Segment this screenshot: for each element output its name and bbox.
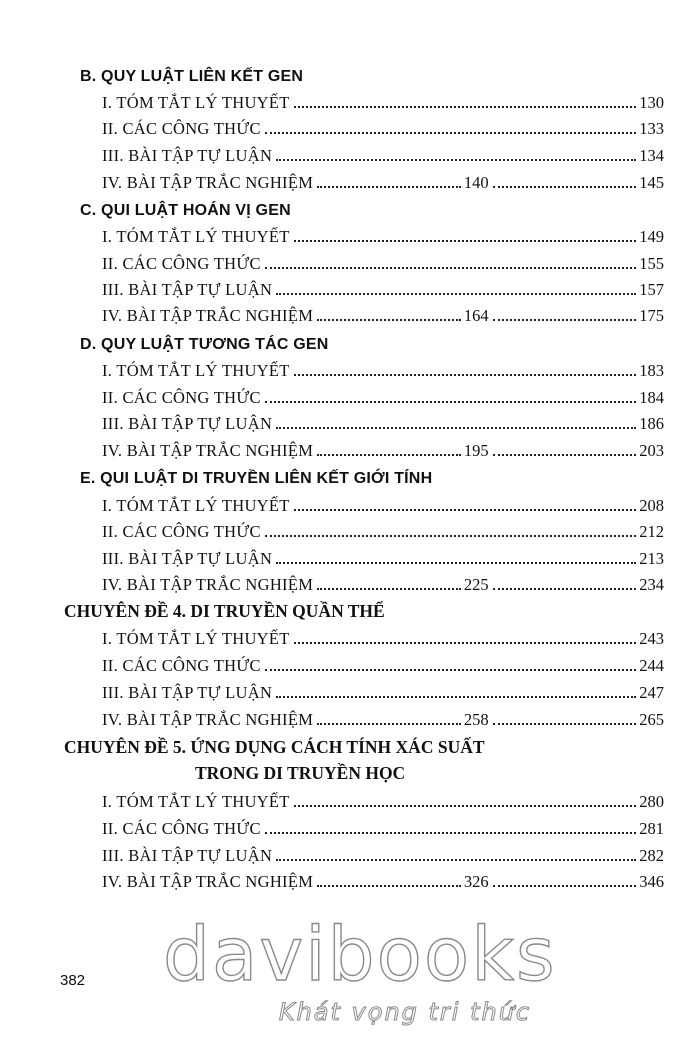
- toc-entry[interactable]: [102, 223, 664, 247]
- chapter-title-5-line2: TRONG DI TRUYỀN HỌC: [195, 763, 406, 783]
- entry-label: IV. BÀI TẬP TRẮC NGHIỆM: [102, 306, 314, 325]
- entry-page: 234: [639, 575, 664, 594]
- dot-leader: [276, 562, 636, 564]
- dot-leader: [265, 267, 636, 269]
- dot-leader: [265, 401, 636, 403]
- entry-label: III. BÀI TẬP TỰ LUẬN: [102, 846, 273, 865]
- entry-label: I. TÓM TẮT LÝ THUYẾT: [102, 93, 290, 112]
- entry-label: IV. BÀI TẬP TRẮC NGHIỆM: [102, 575, 314, 594]
- dot-leader: [294, 106, 637, 108]
- watermark-tagline: Khát vọng tri thức: [278, 998, 532, 1026]
- dot-leader: [294, 240, 637, 242]
- dot-leader: [317, 319, 461, 321]
- dot-leader: [317, 454, 461, 456]
- entry-mid-page: 326: [463, 872, 489, 891]
- dot-leader: [317, 885, 461, 887]
- entry-page: 243: [639, 629, 664, 648]
- dot-leader: [265, 132, 636, 134]
- toc-entry[interactable]: [102, 302, 664, 326]
- toc-entry[interactable]: [102, 276, 664, 300]
- dot-leader: [265, 669, 636, 671]
- entry-label: IV. BÀI TẬP TRẮC NGHIỆM: [102, 710, 314, 729]
- dot-leader: [294, 805, 637, 807]
- toc-entry[interactable]: [102, 788, 664, 812]
- dot-leader: [317, 588, 461, 590]
- entry-page: 175: [639, 306, 664, 325]
- entry-page: 265: [639, 710, 664, 729]
- toc-entry[interactable]: [102, 169, 664, 193]
- chapter-title-5: CHUYÊN ĐỀ 5. ỨNG DỤNG CÁCH TÍNH XÁC SUẤT: [64, 737, 485, 757]
- entry-page: 184: [639, 388, 664, 407]
- entry-page: 149: [639, 227, 664, 246]
- page-number: 382: [60, 972, 86, 989]
- entry-label: II. CÁC CÔNG THỨC: [102, 819, 261, 838]
- entry-label: II. CÁC CÔNG THỨC: [102, 254, 261, 273]
- dot-leader: [493, 588, 637, 590]
- toc-entry[interactable]: [102, 357, 664, 381]
- dot-leader: [493, 319, 637, 321]
- entry-page: 134: [639, 146, 664, 165]
- toc-entry[interactable]: [102, 492, 664, 516]
- entry-page: 155: [639, 254, 664, 273]
- entry-page: 244: [639, 656, 664, 675]
- dot-leader: [276, 293, 636, 295]
- entry-page: 281: [639, 819, 664, 838]
- toc-entry[interactable]: [102, 625, 664, 649]
- toc-entry[interactable]: [102, 545, 664, 569]
- entry-label: I. TÓM TẮT LÝ THUYẾT: [102, 496, 290, 515]
- entry-label: II. CÁC CÔNG THỨC: [102, 119, 261, 138]
- dot-leader: [294, 642, 637, 644]
- dot-leader: [294, 374, 637, 376]
- watermark-logo: davibooks: [163, 912, 557, 998]
- section-heading-d: D. QUY LUẬT TƯƠNG TÁC GEN: [80, 336, 329, 353]
- entry-page: 247: [639, 683, 664, 702]
- entry-page: 203: [639, 441, 664, 460]
- entry-mid-page: 225: [463, 575, 489, 594]
- entry-page: 157: [639, 280, 664, 299]
- dot-leader: [493, 454, 637, 456]
- toc-entry[interactable]: [102, 89, 664, 113]
- toc-entry[interactable]: [102, 815, 664, 839]
- entry-label: III. BÀI TẬP TỰ LUẬN: [102, 146, 273, 165]
- entry-label: IV. BÀI TẬP TRẮC NGHIỆM: [102, 441, 314, 460]
- toc-entry[interactable]: [102, 410, 664, 434]
- entry-label: III. BÀI TẬP TỰ LUẬN: [102, 683, 273, 702]
- entry-mid-page: 140: [463, 173, 489, 192]
- entry-mid-page: 164: [463, 306, 489, 325]
- entry-label: I. TÓM TẮT LÝ THUYẾT: [102, 361, 290, 380]
- toc-entry[interactable]: [102, 384, 664, 408]
- dot-leader: [276, 859, 636, 861]
- dot-leader: [493, 885, 637, 887]
- entry-page: 183: [639, 361, 664, 380]
- entry-page: 145: [639, 173, 664, 192]
- entry-page: 208: [639, 496, 664, 515]
- toc-entry[interactable]: [102, 652, 664, 676]
- entry-page: 186: [639, 414, 664, 433]
- toc-entry[interactable]: [102, 679, 664, 703]
- toc-entry[interactable]: [102, 115, 664, 139]
- toc-entry[interactable]: [102, 868, 664, 892]
- entry-page: 133: [639, 119, 664, 138]
- toc-entry[interactable]: [102, 571, 664, 595]
- entry-label: I. TÓM TẮT LÝ THUYẾT: [102, 792, 290, 811]
- toc-entry[interactable]: [102, 142, 664, 166]
- entry-label: IV. BÀI TẬP TRẮC NGHIỆM: [102, 173, 314, 192]
- section-heading-c: C. QUI LUẬT HOÁN VỊ GEN: [80, 202, 291, 219]
- entry-mid-page: 258: [463, 710, 489, 729]
- dot-leader: [265, 832, 636, 834]
- section-heading-e: E. QUI LUẬT DI TRUYỀN LIÊN KẾT GIỚI TÍNH: [80, 470, 433, 487]
- entry-page: 346: [639, 872, 664, 891]
- toc-entry[interactable]: [102, 250, 664, 274]
- entry-page: 280: [639, 792, 664, 811]
- entry-label: IV. BÀI TẬP TRẮC NGHIỆM: [102, 872, 314, 891]
- entry-mid-page: 195: [463, 441, 489, 460]
- dot-leader: [493, 723, 637, 725]
- entry-label: II. CÁC CÔNG THỨC: [102, 656, 261, 675]
- entry-page: 282: [639, 846, 664, 865]
- dot-leader: [493, 186, 637, 188]
- entry-label: I. TÓM TẮT LÝ THUYẾT: [102, 227, 290, 246]
- entry-label: I. TÓM TẮT LÝ THUYẾT: [102, 629, 290, 648]
- toc-entry[interactable]: [102, 437, 664, 461]
- dot-leader: [265, 535, 636, 537]
- entry-page: 130: [639, 93, 664, 112]
- entry-label: III. BÀI TẬP TỰ LUẬN: [102, 549, 273, 568]
- dot-leader: [276, 427, 636, 429]
- toc-entry[interactable]: [102, 842, 664, 866]
- dot-leader: [317, 186, 461, 188]
- dot-leader: [276, 696, 636, 698]
- entry-page: 212: [639, 522, 664, 541]
- entry-label: II. CÁC CÔNG THỨC: [102, 388, 261, 407]
- dot-leader: [276, 159, 636, 161]
- toc-entry[interactable]: [102, 706, 664, 730]
- entry-label: II. CÁC CÔNG THỨC: [102, 522, 261, 541]
- dot-leader: [317, 723, 461, 725]
- toc-entry[interactable]: [102, 518, 664, 542]
- entry-page: 213: [639, 549, 664, 568]
- section-heading-b: B. QUY LUẬT LIÊN KẾT GEN: [80, 68, 304, 85]
- chapter-title-4: CHUYÊN ĐỀ 4. DI TRUYỀN QUẦN THỂ: [64, 601, 385, 621]
- entry-label: III. BÀI TẬP TỰ LUẬN: [102, 414, 273, 433]
- entry-label: III. BÀI TẬP TỰ LUẬN: [102, 280, 273, 299]
- dot-leader: [294, 509, 637, 511]
